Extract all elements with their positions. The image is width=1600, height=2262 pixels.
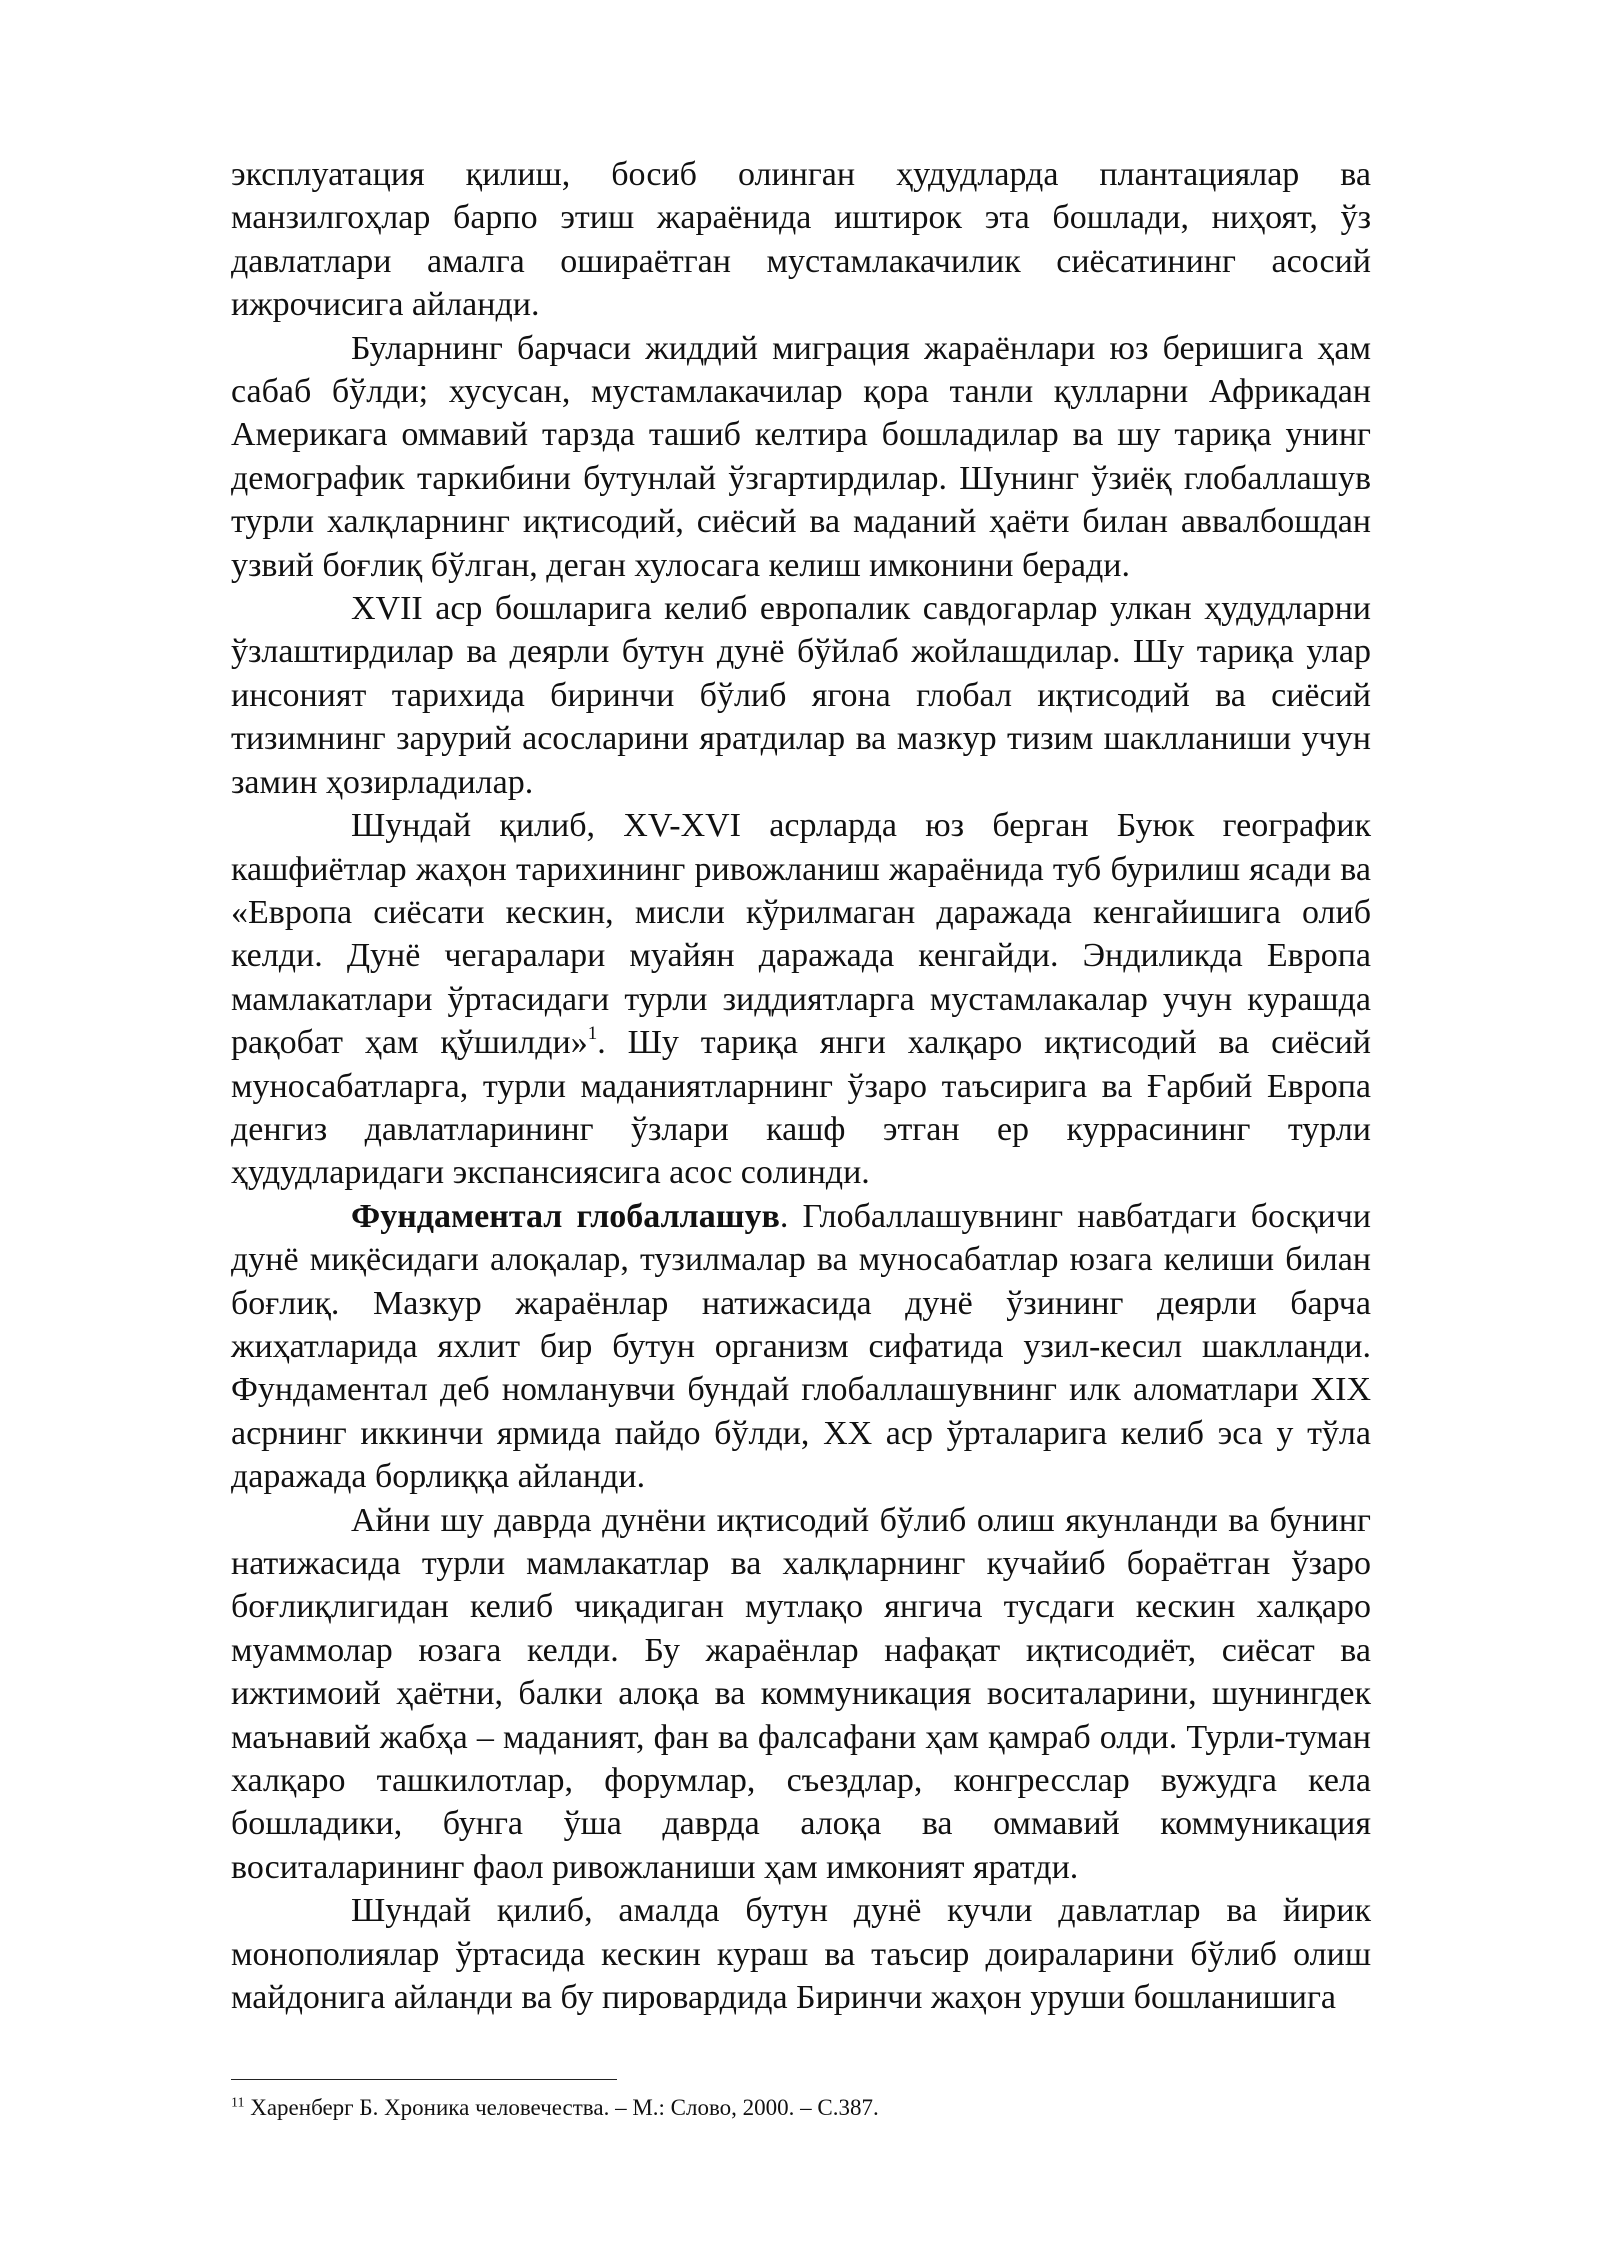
paragraph-1: эксплуатация қилиш, босиб олинган ҳудудларда плантациялар ва манзилгоҳлар барпо этиш жараёнида иштирок эта бошлади, ниҳоят, ўз давлатлари амалга ошираётган мустамлакачилик сиёсатининг асосий ижрочисига айланди. [231, 156, 1371, 324]
paragraph-6: Айни шу даврда дунёни иқтисодий бўлиб олиш якунланди ва бунинг натижасида турли мамлакатлар ва халқларнинг кучайиб бораётган ўзаро боғлиқлигидан келиб чиқадиган мутлақо янгича тусдаги кескин халқаро муаммолар юзага келди. Бу жараёнлар нафақат иқтисодиёт, сиёсат ва ижтимоий ҳаётни, балки алоқа ва коммуникация воситаларини, шунингдек маънавий жабҳа – маданият, фан ва фалсафани ҳам қамраб олди. Турли-туман халқаро ташкилотлар, форумлар, съездлар, конгресслар вужудга кела бошладики, бунга ўша даврда алоқа ва оммавий коммуникация воситаларининг фаол ривожланиши ҳам имконият яратди. [231, 1501, 1371, 1886]
paragraph-5-text: . Глобаллашувнинг навбатдаги босқичи дунё миқёсидаги алоқалар, тузилмалар ва муносабатлар юзага келиши билан боғлиқ. Мазкур жараёнлар натижасида дунё ўзининг деярли барча жиҳатларида яхлит бир бутун организм сифатида узил-кесил шаклланди. Фундаментал деб номланувчи бундай глобаллашувнинг илк аломатлари XIX асрнинг иккинчи ярмида пайдо бўлди, XX аср ўрталарига келиб эса у тўла даражада борлиққа айланди. [231, 1197, 1371, 1496]
footnote-reference[interactable]: 1 [587, 1022, 598, 1044]
paragraph-4 [231, 804, 1371, 1195]
paragraph-4-continuation: . Шу тариқа янги халқаро иқтисодий ва сиёсий муносабатларга, турли маданиятларнинг ўзаро таъсирига ва Ғарбий Европа денгиз давлатларининг ўзлари кашф этган ер куррасининг турли ҳудудларидаги экспансиясига асос солинди. [231, 1024, 1371, 1192]
paragraph-5 [231, 1195, 1371, 1499]
footnote-marker: 11 [231, 2095, 245, 2111]
paragraph-2: Буларнинг барчаси жиддий миграция жараёнлари юз беришига ҳам сабаб бўлди; хусусан, мустамлакачилар қора танли қулларни Африкадан Америкага оммавий тарзда ташиб келтира бошладилар ва шу тариқа унинг демографик таркибини бутунлай ўзгартирдилар. Шунинг ўзиёқ глобаллашув турли халқларнинг иқтисодий, сиёсий ва маданий ҳаёти билан аввалбошдан узвий боғлиқ бўлган, деган хулосага келиш имконини беради. [231, 329, 1371, 584]
paragraph-4-text: Шундай қилиб, XV-XVI асрларда юз берган Буюк географик кашфиётлар жаҳон тарихининг ривожланиш жараёнида туб бурилиш ясади ва «Европа сиёсати кескин, мисли кўрилмаган даражада кенгайишига олиб келди. Дунё чегаралари муайян даражада кенгайди. Эндиликда Европа мамлакатлари ўртасидаги турли зиддиятларга мустамлакалар учун курашда рақобат ҳам қўшилди» [231, 807, 1371, 1062]
footnote [231, 2093, 1371, 2123]
footnote-separator [231, 2079, 617, 2080]
paragraph-3: XVII аср бошларига келиб европалик савдогарлар улкан ҳудудларни ўзлаштирдилар ва деярли бутун дунё бўйлаб жойлашдилар. Шу тариқа улар инсоният тарихида биринчи бўлиб ягона глобал иқтисодий ва сиёсий тизимнинг зарурий асосларини яратдилар ва мазкур тизим шаклланиши учун замин ҳозирладилар. [231, 590, 1371, 801]
section-term-bold: Фундаментал глобаллашув [351, 1197, 780, 1235]
footnote-text: Харенберг Б. Хроника человечества. – М.: Слово, 2000. – С.387. [244, 2095, 879, 2120]
body-text [231, 153, 1371, 2019]
paragraph-7: Шундай қилиб, амалда бутун дунё кучли давлатлар ва йирик монополиялар ўртасида кескин кураш ва таъсир доираларини бўлиб олиш майдонига айланди ва бу пировардида Биринчи жаҳон уруши бошланишига [231, 1892, 1371, 2017]
